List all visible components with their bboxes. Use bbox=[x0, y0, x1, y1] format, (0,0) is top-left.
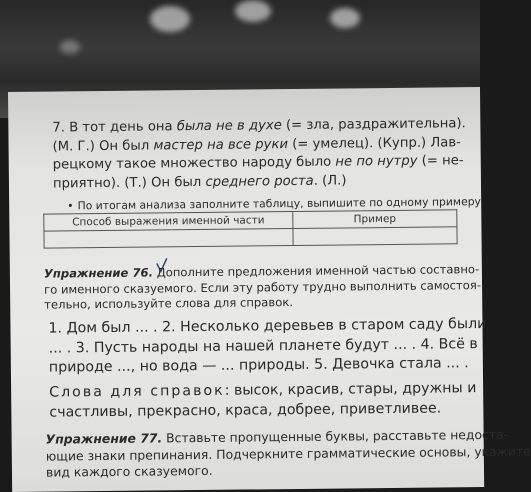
table-cell-empty[interactable] bbox=[293, 227, 457, 246]
exercise-76-line: го именного сказуемого. Если эту работу трудно выполнить самостоя- bbox=[43, 277, 482, 297]
sentence-line: ... . 3. Пусть народы на нашей планете будут ... . 4. Всё в bbox=[48, 335, 478, 357]
exercise-76-instructions bbox=[44, 262, 481, 313]
answer-table bbox=[43, 209, 457, 248]
exercise-76-line: тельно, используйте слова для справок. bbox=[44, 295, 294, 312]
exercise-7-text bbox=[52, 115, 466, 193]
glare-spot bbox=[235, 0, 271, 22]
table-cell-empty[interactable] bbox=[44, 229, 293, 249]
exercise-77-line: Упражнение 77. Вставьте пропущенные буквы, расставьте недоста- bbox=[45, 426, 509, 447]
glare-spot bbox=[150, 6, 190, 32]
column-header-method: Способ выражения именной части bbox=[44, 212, 293, 232]
exercise-76-heading: Упражнение 76. bbox=[43, 265, 154, 281]
sentence-line: природе ..., но вода — ... природы. 5. Девочка стала ... . bbox=[48, 355, 469, 376]
exercise-7-line: (М. Г.) Он был мастер на все руки (= умелец). (Купр.) Лав- bbox=[52, 134, 461, 155]
reference-label: Слова для справок bbox=[49, 382, 225, 401]
exercise-76-line: Упражнение 76. Дополните предложения именной частью составно- bbox=[43, 262, 480, 281]
exercise-77-line: вид каждого сказуемого. bbox=[45, 462, 213, 480]
glare-spot bbox=[60, 40, 80, 54]
exercise-7-line: 7. В тот день она была не в духе (= зла, раздражительна). bbox=[52, 116, 466, 136]
reference-line: счастливы, прекрасно, краса, добрее, приветливее. bbox=[49, 399, 442, 421]
reference-line: Слова для справок: высок, красив, стары, дружны и bbox=[49, 380, 477, 401]
column-header-example: Пример bbox=[293, 210, 457, 229]
table-instruction: • По итогам анализа заполните таблицу, выпишите по одному примеру. bbox=[67, 195, 485, 213]
textbook-page bbox=[8, 87, 531, 492]
exercise-7-line: рецкому такое множество народу было не по нутру (= не- bbox=[52, 153, 464, 173]
exercise-76-sentences bbox=[48, 315, 486, 378]
glare-spot bbox=[330, 8, 360, 28]
exercise-7-line: приятно). (Т.) Он был среднего роста. (Л.) bbox=[52, 172, 347, 192]
sentence-line: 1. Дом был ... . 2. Несколько деревьев в старом саду были bbox=[48, 316, 487, 337]
exercise-77-heading: Упражнение 77. bbox=[45, 430, 163, 447]
reference-words bbox=[49, 379, 477, 422]
exercise-77-line: ющие знаки препинания. Подчеркните грамматические основы, укажите bbox=[45, 443, 531, 464]
bullet-icon: • bbox=[67, 199, 74, 213]
exercise-77-instructions bbox=[46, 427, 531, 482]
